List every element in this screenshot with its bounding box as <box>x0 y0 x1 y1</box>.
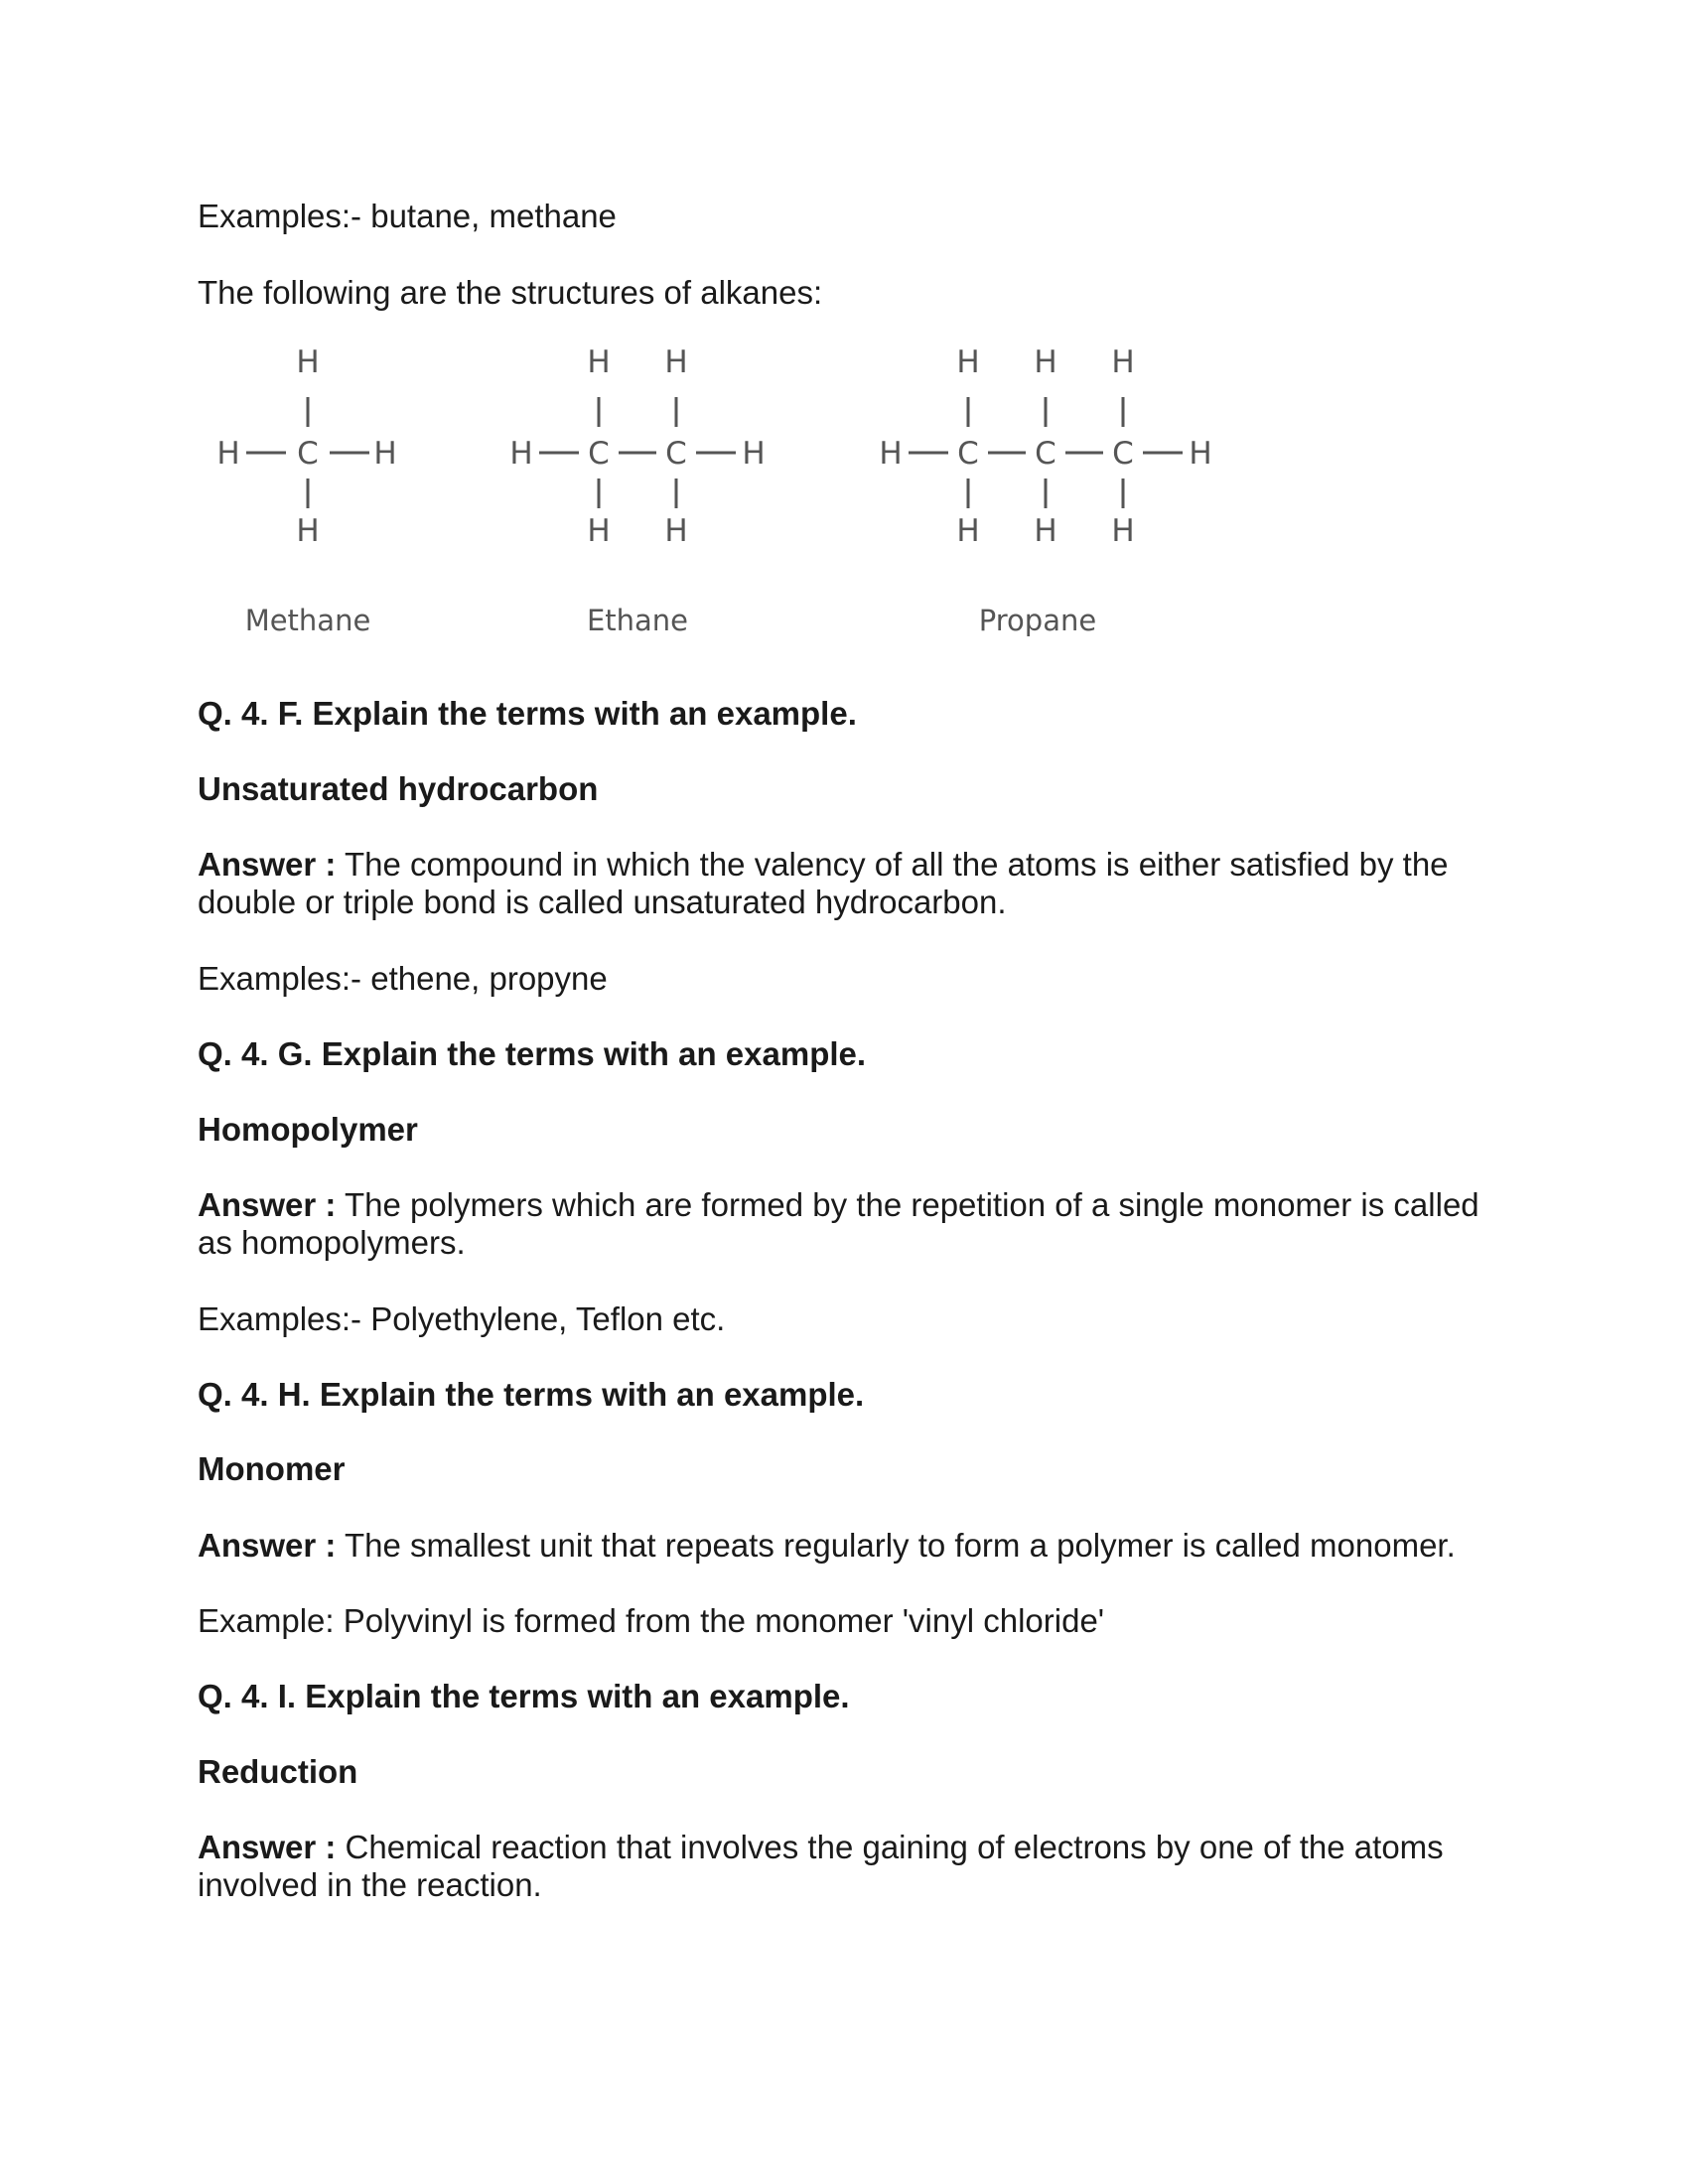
question-4i-heading: Q. 4. I. Explain the terms with an example. <box>198 1678 850 1714</box>
atom-h: H <box>296 513 320 549</box>
examples-4h: Example: Polyvinyl is formed from the monomer 'vinyl chloride' <box>198 1602 1105 1639</box>
atom-h: H <box>956 344 980 380</box>
atom-h: H <box>664 344 688 380</box>
atom-h: H <box>1034 513 1057 549</box>
alkane-structures-figure <box>189 342 1241 670</box>
answer-text: The polymers which are formed by the repetition of a single monomer is called as homopolymers. <box>198 1186 1479 1261</box>
atom-h: H <box>956 513 980 549</box>
answer-label: Answer : <box>198 1829 337 1865</box>
answer-4i <box>198 1829 1488 1904</box>
propane-structure <box>879 344 1211 637</box>
answer-4h <box>198 1527 1456 1565</box>
atom-h: H <box>509 436 533 472</box>
structures-intro-text: The following are the structures of alkanes: <box>198 274 823 311</box>
answer-label: Answer : <box>198 1186 337 1223</box>
atom-c: C <box>957 436 979 472</box>
propane-label: Propane <box>978 604 1097 637</box>
term-reduction: Reduction <box>198 1753 358 1790</box>
question-4f-heading: Q. 4. F. Explain the terms with an example. <box>198 695 857 732</box>
term-homopolymer: Homopolymer <box>198 1111 418 1148</box>
atom-c: C <box>297 436 319 472</box>
ethane-label: Ethane <box>586 604 689 637</box>
atom-h: H <box>1111 344 1135 380</box>
term-monomer: Monomer <box>198 1450 346 1487</box>
atom-h: H <box>1189 436 1212 472</box>
question-4g-heading: Q. 4. G. Explain the terms with an example. <box>198 1035 867 1072</box>
atom-h: H <box>296 344 320 380</box>
answer-4f <box>198 846 1488 921</box>
answer-text: The compound in which the valency of all the atoms is either satisfied by the double or triple bond is called unsaturated hydrocarbon. <box>198 846 1449 920</box>
atom-h: H <box>742 436 766 472</box>
atom-h: H <box>373 436 397 472</box>
atom-c: C <box>1035 436 1056 472</box>
answer-text: Chemical reaction that involves the gaining of electrons by one of the atoms involved in the reaction. <box>198 1829 1444 1903</box>
answer-label: Answer : <box>198 846 337 883</box>
answer-text: The smallest unit that repeats regularly to form a polymer is called monomer. <box>336 1527 1456 1564</box>
atom-h: H <box>664 513 688 549</box>
atom-h: H <box>587 513 611 549</box>
examples-4g: Examples:- Polyethylene, Teflon etc. <box>198 1300 726 1337</box>
atom-h: H <box>1111 513 1135 549</box>
alkane-examples-text: Examples:- butane, methane <box>198 198 617 234</box>
examples-4f: Examples:- ethene, propyne <box>198 960 608 997</box>
answer-4g <box>198 1186 1488 1262</box>
atom-h: H <box>879 436 903 472</box>
ethane-structure <box>509 344 765 637</box>
answer-label: Answer : <box>198 1527 337 1564</box>
question-4h-heading: Q. 4. H. Explain the terms with an example. <box>198 1376 865 1413</box>
atom-h: H <box>1034 344 1057 380</box>
atom-h: H <box>216 436 240 472</box>
methane-label: Methane <box>244 604 371 637</box>
term-unsaturated-hydrocarbon: Unsaturated hydrocarbon <box>198 770 599 807</box>
atom-h: H <box>587 344 611 380</box>
atom-c: C <box>1112 436 1134 472</box>
methane-structure <box>216 344 396 637</box>
atom-c: C <box>588 436 610 472</box>
atom-c: C <box>665 436 687 472</box>
